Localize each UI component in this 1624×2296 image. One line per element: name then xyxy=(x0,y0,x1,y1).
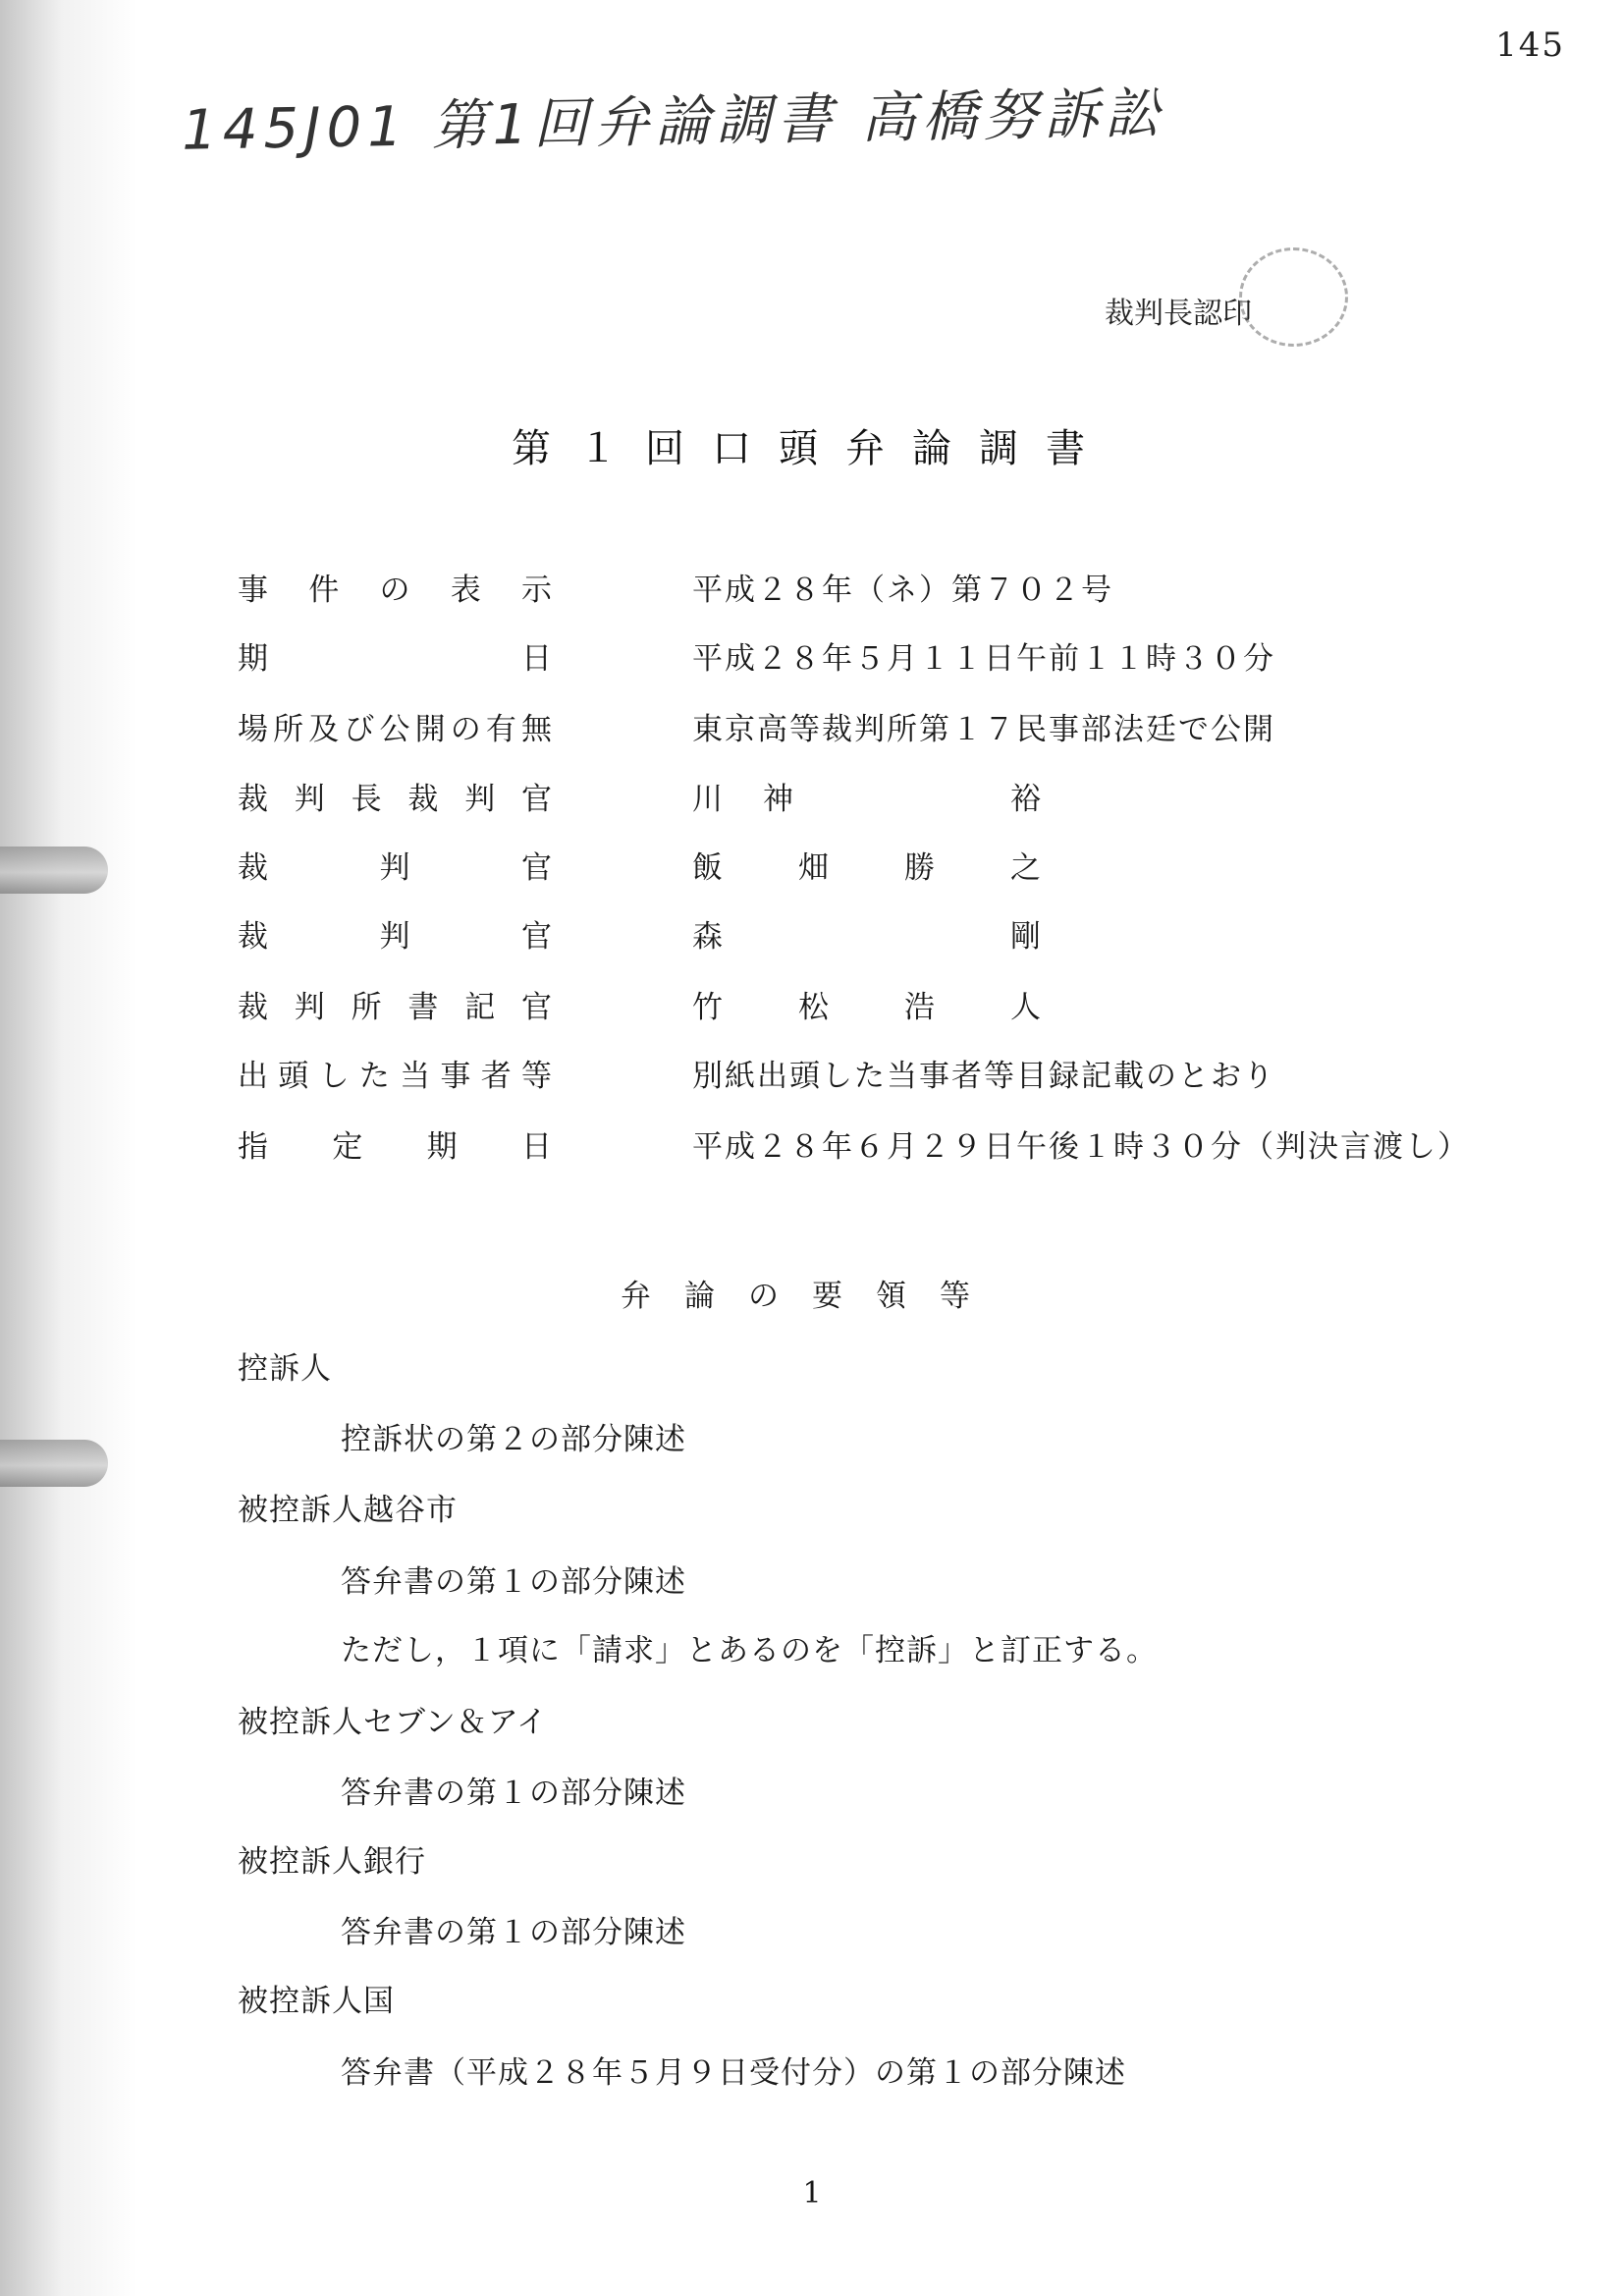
statement-line: 答弁書の第１の部分陳述 xyxy=(341,1915,686,1950)
party-name: 控訴人 xyxy=(238,1351,332,1387)
page-number: 1 xyxy=(802,2176,822,2211)
info-row xyxy=(0,843,1624,892)
info-label: 期 日 xyxy=(238,641,552,677)
presiding-judge-seal-label: 裁判長認印 xyxy=(1105,297,1252,331)
info-row xyxy=(0,911,1624,960)
info-label: 裁 判 長 裁 判 官 xyxy=(238,782,552,817)
party-name: 被控訴人国 xyxy=(238,1984,395,2019)
document-title: 第１回口頭弁論調書 xyxy=(512,426,1112,471)
info-row xyxy=(0,1121,1624,1171)
info-value: 川 神 裕 xyxy=(692,782,1041,817)
info-value: 平成２８年５月１１日午前１１時３０分 xyxy=(692,641,1275,677)
info-label: 出 頭 し た 当 事 者 等 xyxy=(238,1059,552,1094)
info-row xyxy=(0,565,1624,614)
info-value: 飯 畑 勝 之 xyxy=(692,850,1041,886)
info-row xyxy=(0,774,1624,823)
info-label: 事 件 の 表 示 xyxy=(238,573,552,608)
info-row xyxy=(0,982,1624,1031)
statement-line: 答弁書（平成２８年５月９日受付分）の第１の部分陳述 xyxy=(341,2055,1126,2091)
info-row xyxy=(0,633,1624,683)
info-label: 指 定 期 日 xyxy=(238,1129,552,1165)
binding-hole-lower xyxy=(0,1440,108,1487)
statement-line: 控訴状の第２の部分陳述 xyxy=(341,1422,686,1457)
info-label: 裁 判 官 xyxy=(238,919,552,955)
party-name: 被控訴人セブン＆アイ xyxy=(238,1705,548,1740)
handwritten-note: 145J01 第1回弁論調書 高橋努訴訟 xyxy=(181,82,1166,163)
info-value: 東京高等裁判所第１７民事部法廷で公開 xyxy=(692,712,1275,747)
party-name: 被控訴人銀行 xyxy=(238,1844,426,1880)
info-value: 平成２８年６月２９日午後１時３０分（判決言渡し） xyxy=(692,1129,1470,1165)
statement-line: 答弁書の第１の部分陳述 xyxy=(341,1564,686,1600)
statement-line: ただし，１項に「請求」とあるのを「控訴」と訂正する。 xyxy=(341,1633,1158,1668)
info-row xyxy=(0,704,1624,753)
info-value: 竹 松 浩 人 xyxy=(692,990,1041,1025)
info-value: 平成２８年（ネ）第７０２号 xyxy=(692,573,1113,608)
section-title: 弁論の要領等 xyxy=(621,1279,1003,1314)
info-label: 場 所 及 び 公 開 の 有 無 xyxy=(238,712,552,747)
party-name: 被控訴人越谷市 xyxy=(238,1493,458,1528)
seal-stamp-icon xyxy=(1239,247,1348,347)
info-value: 別紙出頭した当事者等目録記載のとおり xyxy=(692,1059,1275,1094)
statement-line: 答弁書の第１の部分陳述 xyxy=(341,1776,686,1811)
info-label: 裁 判 所 書 記 官 xyxy=(238,990,552,1025)
info-value: 森 剛 xyxy=(692,919,1041,955)
info-label: 裁 判 官 xyxy=(238,850,552,886)
info-row xyxy=(0,1051,1624,1100)
stamped-page-number: 145 xyxy=(1495,26,1565,65)
